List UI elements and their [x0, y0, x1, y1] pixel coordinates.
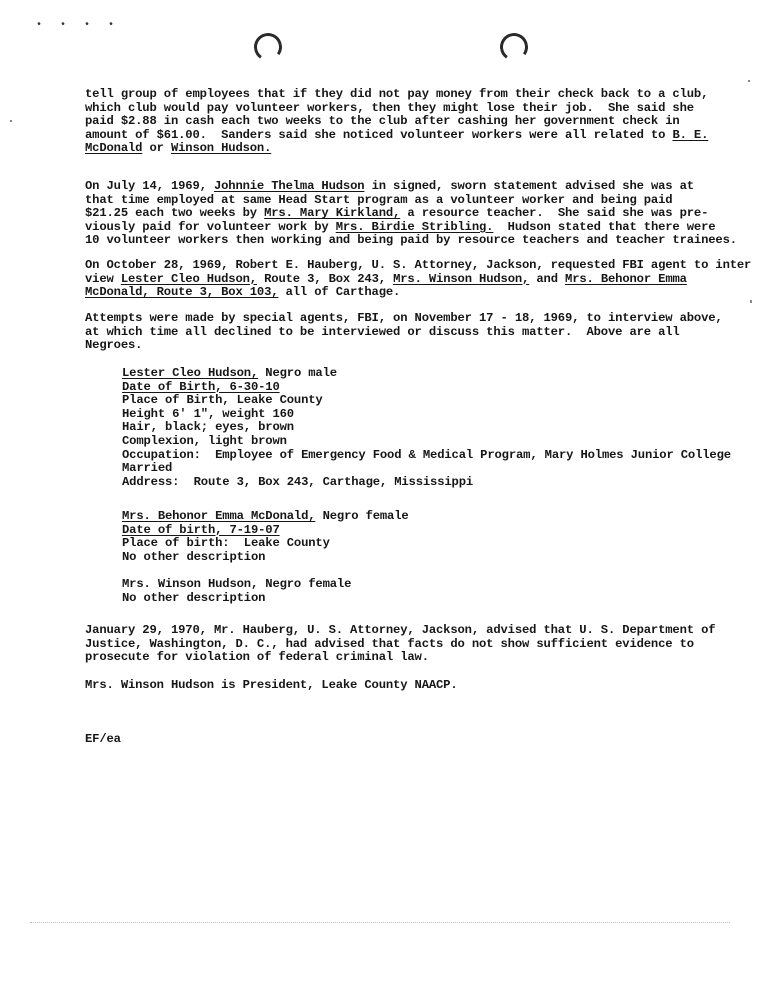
text-fragment: Negro male — [258, 366, 337, 380]
typist-initials: EF/ea — [85, 732, 121, 746]
text-line: Negroes. — [85, 338, 143, 353]
scan-speck — [750, 300, 752, 303]
text-line: Height 6' 1", weight 160 — [122, 406, 294, 421]
text-line: Justice, Washington, D. C., had advised that facts do not show sufficient evidence to — [85, 636, 694, 651]
paragraph-hudson-statement — [85, 180, 737, 248]
text-fragment: Hudson stated that there were — [493, 219, 716, 234]
underlined-name: Lester Cleo Hudson, — [122, 366, 259, 380]
text-line: tell group of employees that if they did not pay money from their check back to a club, — [85, 87, 709, 101]
text-line: Attempts were made by special agents, FBI, on November 17 - 18, 1969, to interview above, — [85, 311, 723, 325]
text-fragment: view — [85, 271, 121, 286]
text-line: No other description — [122, 590, 266, 605]
text-line: Place of birth: Leake County — [122, 536, 330, 551]
description-lester-hudson — [122, 367, 731, 489]
paragraph-naacp-president — [85, 679, 458, 693]
underlined-name: Mrs. Birdie Stribling. — [335, 219, 494, 234]
underlined-name: Mrs. Behonor Emma — [565, 271, 687, 286]
text-fragment: a resource teacher. She said she was pre- — [400, 206, 709, 221]
text-fragment: in signed, sworn statement advised she was at — [364, 179, 694, 193]
text-line: Place of Birth, Leake County — [122, 393, 323, 408]
text-line: On October 28, 1969, Robert E. Hauberg, U. S. Attorney, Jackson, requested FBI agent to inter — [85, 258, 752, 272]
underlined-name: Mrs. Behonor Emma McDonald, — [122, 509, 316, 523]
text-fragment: On July 14, 1969, — [85, 179, 214, 193]
text-fragment: Negro female — [315, 509, 409, 523]
paragraph-interview-attempts — [85, 312, 723, 353]
text-line: Mrs. Winson Hudson is President, Leake County NAACP. — [85, 678, 458, 692]
text-line: Married — [122, 461, 173, 476]
text-line: No other description — [122, 549, 266, 564]
underlined-name: McDonald, Route 3, Box 103, — [85, 285, 279, 300]
description-winson-hudson — [122, 578, 351, 605]
underlined-date: Date of Birth, 6-30-10 — [122, 379, 280, 394]
paragraph-prosecution-decision — [85, 624, 715, 665]
underlined-name: Lester Cleo Hudson, — [120, 271, 257, 286]
text-line: Hair, black; eyes, brown — [122, 420, 294, 435]
scan-speck — [748, 80, 750, 82]
text-line: 10 volunteer workers then working and being paid by resource teachers and teacher trainees. — [85, 233, 737, 248]
text-fragment: all of Carthage. — [278, 285, 401, 300]
text-line: paid $2.88 in cash each two weeks to the club after cashing her government check in — [85, 114, 680, 129]
text-line: Mrs. Winson Hudson, Negro female — [122, 577, 352, 591]
punch-hole-right-icon — [498, 31, 530, 63]
punch-hole-left-icon — [252, 31, 284, 63]
text-fragment: $21.25 each two weeks by — [85, 206, 265, 221]
paragraph-sanders-statement — [85, 88, 708, 156]
text-line: prosecute for violation of federal criminal law. — [85, 650, 429, 665]
text-line: Occupation: Employee of Emergency Food & Medical Program, Mary Holmes Junior College — [122, 447, 731, 462]
description-behonor-mcdonald — [122, 510, 409, 564]
text-line: at which time all declined to be interviewed or discuss this matter. Above are all — [85, 324, 680, 339]
paragraph-interview-request — [85, 259, 751, 300]
text-line: which club would pay volunteer workers, then they might lose their job. She said she — [85, 100, 694, 115]
text-line: Address: Route 3, Box 243, Carthage, Mississippi — [122, 474, 474, 489]
text-fragment: and — [529, 271, 566, 286]
underlined-date: Date of birth, 7-19-07 — [122, 522, 280, 537]
underlined-name: McDonald — [85, 141, 143, 156]
text-fragment: or — [142, 141, 171, 156]
scan-marks: • • • • — [36, 20, 121, 31]
underlined-name: Winson Hudson. — [170, 141, 272, 156]
underlined-name: Johnnie Thelma Hudson — [213, 179, 365, 193]
text-line: January 29, 1970, Mr. Hauberg, U. S. Attorney, Jackson, advised that U. S. Department of — [85, 623, 716, 637]
underlined-name: Mrs. Winson Hudson, — [393, 271, 530, 286]
text-line: Complexion, light brown — [122, 433, 287, 448]
scan-speck — [10, 120, 12, 122]
underlined-name: B. E. — [672, 127, 709, 142]
underlined-name: Mrs. Mary Kirkland, — [264, 206, 401, 221]
scan-noise-line — [30, 922, 730, 925]
text-line: that time employed at same Head Start program as a volunteer worker and being paid — [85, 192, 673, 207]
text-fragment: Route 3, Box 243, — [256, 271, 394, 286]
text-line: amount of $61.00. Sanders said she noticed volunteer workers were all related to — [85, 127, 673, 142]
text-fragment: viously paid for volunteer work by — [85, 219, 336, 234]
